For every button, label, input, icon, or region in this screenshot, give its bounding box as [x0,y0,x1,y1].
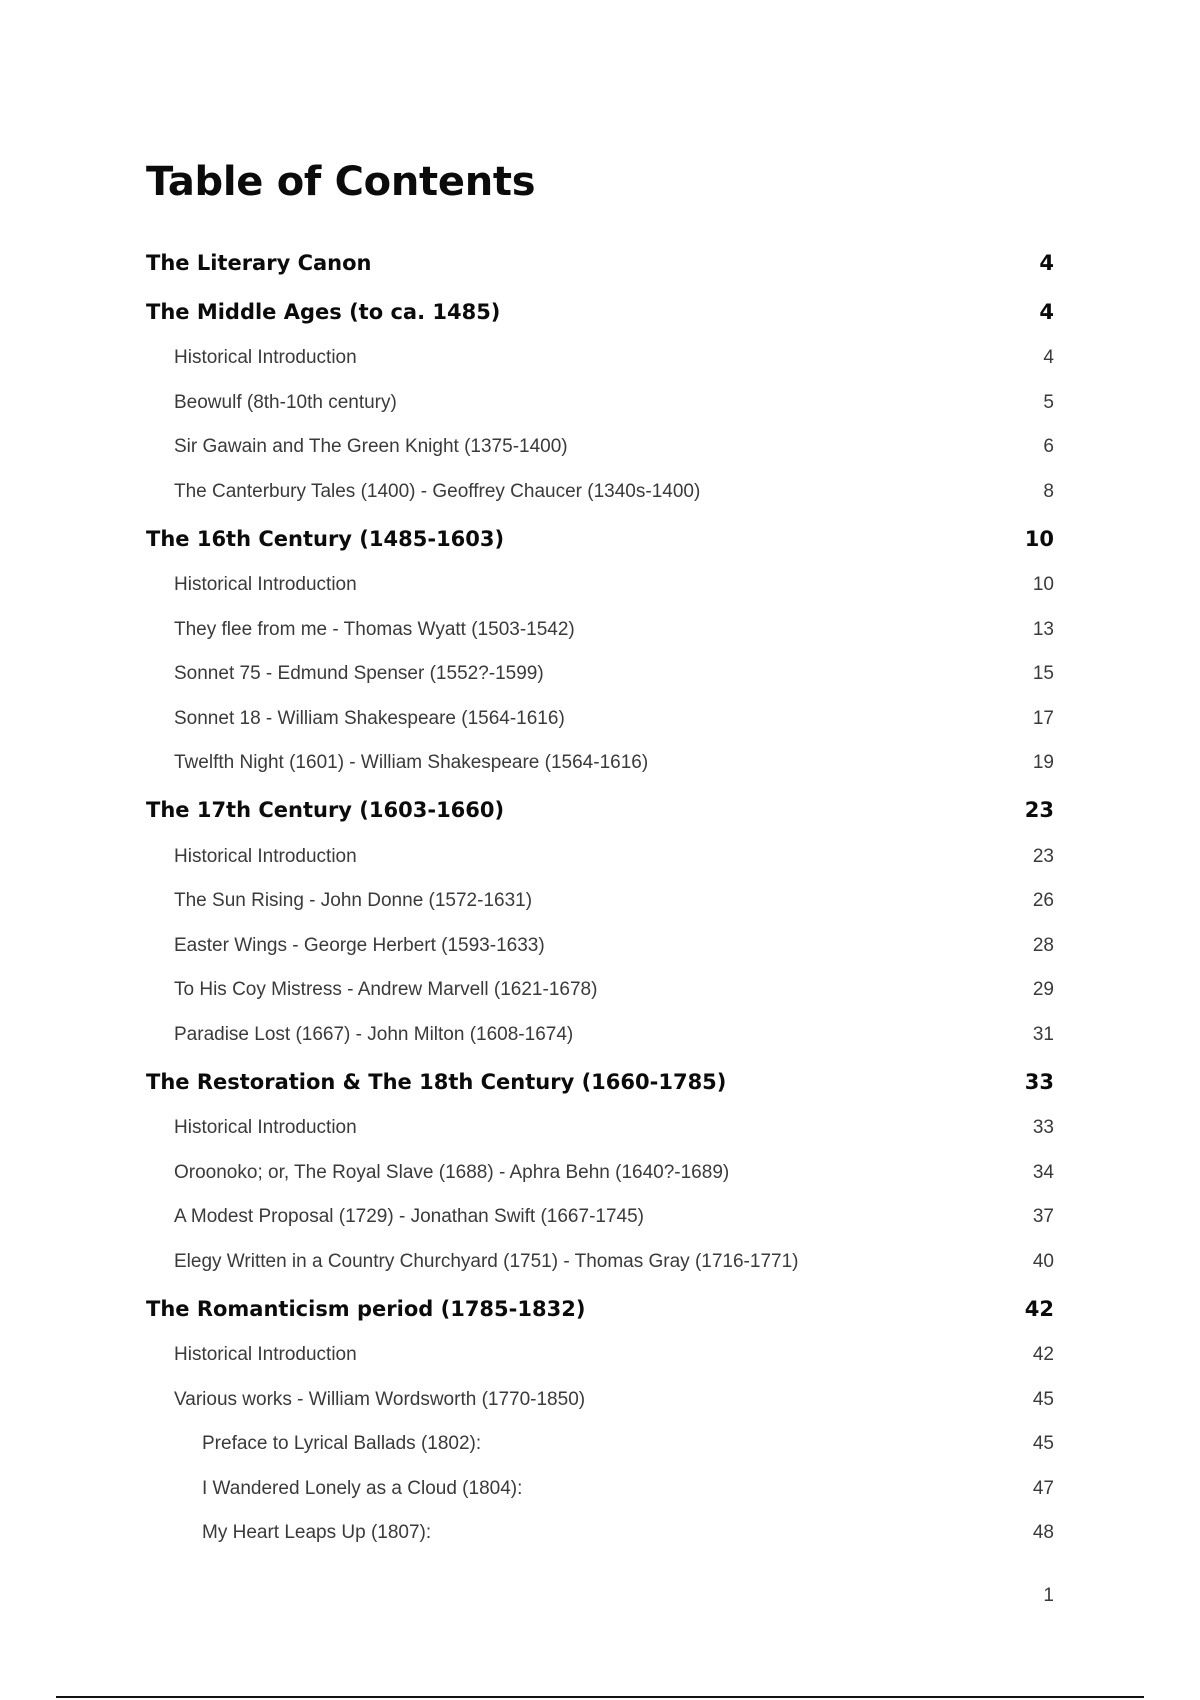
toc-entry-page: 23 [1032,845,1054,867]
toc-entry-title: Easter Wings - George Herbert (1593-1633) [174,934,545,956]
toc-entry-title: Historical Introduction [174,1344,357,1366]
toc-entry[interactable] [146,1333,1054,1378]
toc-entry[interactable] [146,1013,1054,1058]
toc-entry-title: Elegy Written in a Country Churchyard (1751) - Thomas Gray (1716-1771) [174,1250,799,1272]
toc-entry-title: I Wandered Lonely as a Cloud (1804): [202,1477,523,1499]
toc-entry[interactable] [146,879,1054,924]
toc-entry-title: Historical Introduction [174,574,357,596]
toc-entry[interactable] [146,1195,1054,1240]
toc-entry-title: Beowulf (8th-10th century) [174,391,397,413]
toc-entry-title: Historical Introduction [174,1117,357,1139]
toc-entry-title: Sir Gawain and The Green Knight (1375-1400) [174,436,568,458]
toc-entry-title: The 17th Century (1603-1660) [146,798,505,822]
toc-entry[interactable] [146,968,1054,1013]
toc-entry[interactable] [146,381,1054,426]
toc-entry-title: Twelfth Night (1601) - William Shakespeare (1564-1616) [174,752,649,774]
toc-entry-page: 5 [1043,391,1054,413]
toc-entry-title: Oroonoko; or, The Royal Slave (1688) - Aphra Behn (1640?-1689) [174,1161,730,1183]
toc-entry-title: Historical Introduction [174,347,357,369]
toc-entry-title: Historical Introduction [174,845,357,867]
toc-entry[interactable] [146,741,1054,786]
toc-entry-page: 26 [1032,890,1054,912]
toc-entry-title: The Middle Ages (to ca. 1485) [146,299,501,324]
toc-entry[interactable] [146,425,1054,470]
toc-entry-title: The 16th Century (1485-1603) [146,526,505,551]
toc-entry-page: 33 [1024,1069,1054,1094]
toc-entry-title: The Sun Rising - John Donne (1572-1631) [174,890,533,912]
toc-entry[interactable] [146,924,1054,969]
toc-entry-page: 4 [1043,347,1054,369]
toc-entry[interactable] [146,563,1054,608]
toc-entry-page: 45 [1032,1388,1054,1410]
toc-entry[interactable] [146,1378,1054,1423]
toc-entry-page: 13 [1032,618,1054,640]
toc-entry-page: 15 [1032,663,1054,685]
toc-entry-page: 45 [1032,1433,1054,1455]
toc-entry-title: The Restoration & The 18th Century (1660-1785) [146,1069,727,1094]
toc-entry-title: The Romanticism period (1785-1832) [146,1296,586,1321]
toc-entry-page: 23 [1024,798,1054,822]
toc-entry[interactable] [146,514,1054,563]
toc-entry-title: Sonnet 75 - Edmund Spenser (1552?-1599) [174,663,544,685]
toc-entry[interactable] [146,1422,1054,1467]
toc-entry[interactable] [146,608,1054,653]
toc-entry-page: 33 [1032,1117,1054,1139]
toc-entry[interactable] [146,1057,1054,1106]
toc-entry-page: 19 [1032,752,1054,774]
toc-entry[interactable] [146,238,1054,287]
bottom-divider [56,1696,1144,1698]
toc-entry-title: To His Coy Mistress - Andrew Marvell (1621-1678) [174,979,598,1001]
toc-entry[interactable] [146,336,1054,381]
toc-entry-page: 17 [1032,707,1054,729]
toc-entry-page: 34 [1032,1161,1054,1183]
toc-entry-title: Preface to Lyrical Ballads (1802): [202,1433,482,1455]
toc-entry[interactable] [146,1284,1054,1333]
toc-entry-page: 4 [1039,299,1054,324]
toc-entry-title: Sonnet 18 - William Shakespeare (1564-1616) [174,707,565,729]
toc-entry-page: 6 [1043,436,1054,458]
toc-entry-page: 37 [1032,1206,1054,1228]
toc-entry[interactable] [146,1106,1054,1151]
toc-entry[interactable] [146,786,1054,835]
toc-entry-page: 29 [1032,979,1054,1001]
toc-entry-page: 4 [1039,250,1054,275]
toc-entry-page: 40 [1032,1250,1054,1272]
toc-entry[interactable] [146,835,1054,880]
toc-entry-page: 28 [1032,934,1054,956]
toc-entry-page: 42 [1024,1296,1054,1321]
toc-entry[interactable] [146,1151,1054,1196]
toc-entry-page: 10 [1024,526,1054,551]
toc-entry[interactable] [146,1511,1054,1556]
toc-entry-title: Paradise Lost (1667) - John Milton (1608-1674) [174,1023,574,1045]
toc-entry-title: Various works - William Wordsworth (1770-1850) [174,1388,586,1410]
toc-entry-title: My Heart Leaps Up (1807): [202,1522,432,1544]
toc-entry-title: A Modest Proposal (1729) - Jonathan Swift (1667-1745) [174,1206,644,1228]
toc-entry[interactable] [146,652,1054,697]
page-number: 1 [1043,1585,1054,1606]
toc-entry[interactable] [146,1240,1054,1285]
toc-entry-title: The Literary Canon [146,250,372,275]
toc-entry-page: 10 [1032,574,1054,596]
page-title: Table of Contents [146,159,536,205]
toc-entry[interactable] [146,697,1054,742]
toc-entry-title: They flee from me - Thomas Wyatt (1503-1542) [174,618,575,640]
toc-entry-title: The Canterbury Tales (1400) - Geoffrey Chaucer (1340s-1400) [174,480,701,502]
toc-entry[interactable] [146,287,1054,336]
toc-entry-page: 31 [1032,1023,1054,1045]
table-of-contents [146,238,1054,1556]
toc-entry-page: 8 [1043,480,1054,502]
toc-entry-page: 48 [1032,1522,1054,1544]
toc-entry[interactable] [146,1467,1054,1512]
toc-entry-page: 42 [1032,1344,1054,1366]
toc-entry[interactable] [146,470,1054,515]
toc-entry-page: 47 [1032,1477,1054,1499]
